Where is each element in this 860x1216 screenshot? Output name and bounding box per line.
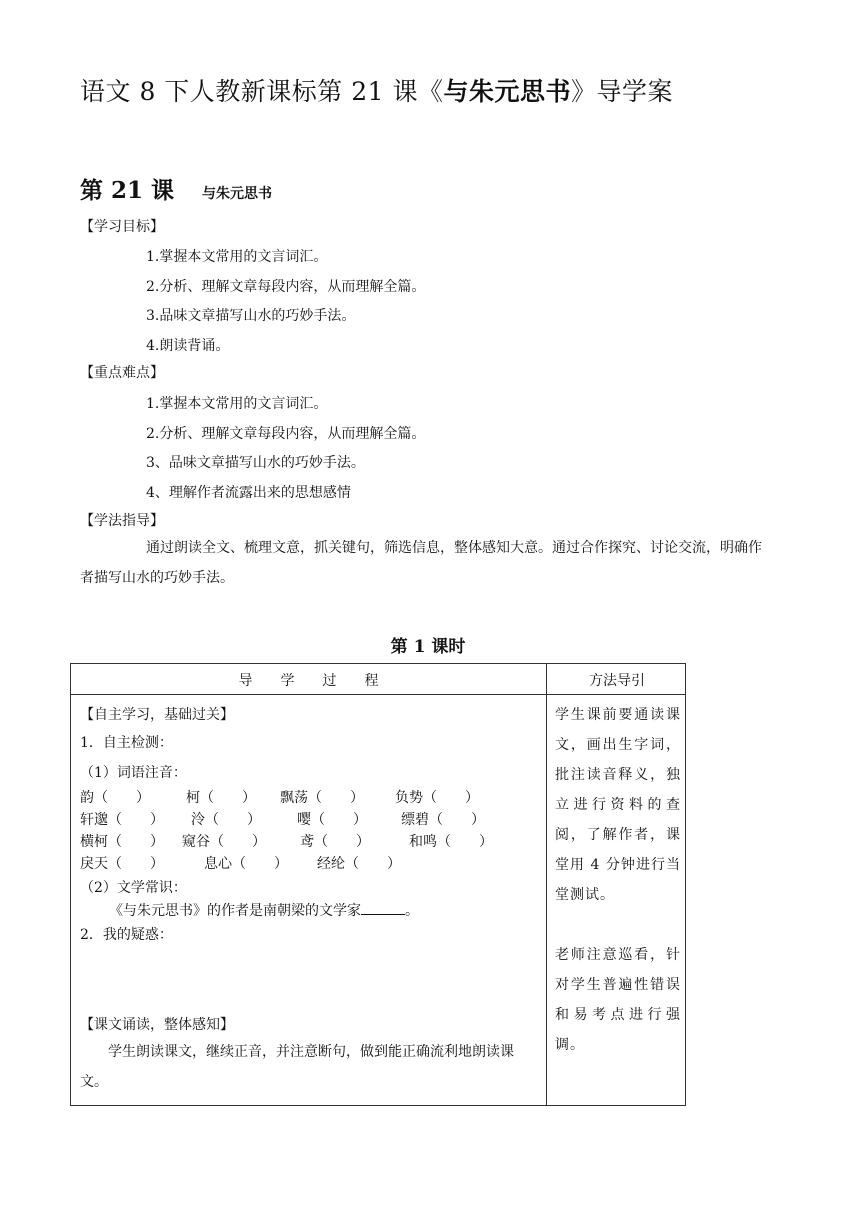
vocab-item: 息心（ ） [204, 856, 288, 872]
period-title: 第 1 课时 [390, 637, 466, 657]
vocab-item: 轩邈（ ） [80, 812, 164, 828]
vocab-item: 窥谷（ ） [182, 834, 266, 850]
goal-item: 4.朗读背诵。 [146, 338, 230, 354]
title-prefix: 语文 8 下人教新课标第 21 课《 [80, 77, 444, 106]
study-table [70, 663, 686, 1106]
keypoint-item: 3、品味文章描写山水的巧妙手法。 [146, 455, 365, 471]
literature-text-end: 。 [405, 903, 419, 919]
doubt-label: 2．我的疑惑： [80, 927, 173, 943]
goal-item: 1.掌握本文常用的文言词汇。 [146, 249, 328, 265]
keypoint-item: 2.分析、理解文章每段内容，从而理解全篇。 [146, 426, 426, 442]
vocab-item: 鸢（ ） [300, 834, 370, 850]
vocab-item: 负势（ ） [395, 790, 479, 806]
vocab-item: 横柯（ ） [80, 834, 164, 850]
keypoints-heading: 【重点难点】 [80, 365, 164, 381]
lesson-name: 与朱元思书 [202, 186, 273, 202]
goal-item: 2.分析、理解文章每段内容，从而理解全篇。 [146, 279, 426, 295]
guide-paragraph: 老师注意巡看，针对学生普遍性错误和易考点进行强调。 [555, 947, 681, 1053]
reading-text: 学生朗读课文，继续正音，并注意断句，做到能正确流利地朗读课文。 [80, 1044, 514, 1090]
vocab-item: 飘荡（ ） [280, 790, 364, 806]
vocab-item: 缥碧（ ） [401, 812, 485, 828]
reading-heading: 【课文诵读，整体感知】 [80, 1017, 234, 1033]
lesson-number: 第 21 课 [80, 177, 175, 204]
document-title [80, 72, 673, 108]
col-header-process: 导学过程 [238, 673, 407, 689]
vocab-item: 和鸣（ ） [409, 834, 493, 850]
literature-label: （2）文学常识： [80, 880, 187, 896]
title-bold: 与朱元思书 [443, 77, 572, 106]
goals-heading: 【学习目标】 [80, 219, 164, 235]
answer-blank[interactable] [361, 902, 405, 915]
column-divider [546, 664, 547, 1105]
method-text: 通过朗读全文、梳理文意，抓关键句，筛选信息，整体感知大意。通过合作探究、讨论交流，明确作者描写山水的巧妙手法。 [80, 540, 762, 586]
vocab-item: 嘤（ ） [297, 812, 367, 828]
guide-paragraph: 学生课前要通读课文，画出生字词，批注读音释义，独立进行资料的查阅，了解作者，课堂用 4 分钟进行当堂测试。 [555, 707, 681, 903]
vocab-label: （1）词语注音： [80, 765, 187, 781]
method-guide [555, 700, 681, 1060]
vocab-item: 经纶（ ） [317, 856, 401, 872]
self-study-heading: 【自主学习，基础过关】 [80, 707, 234, 723]
method-heading: 【学法指导】 [80, 513, 164, 529]
goal-item: 3.品味文章描写山水的巧妙手法。 [146, 308, 356, 324]
vocab-item: 韵（ ） [80, 790, 150, 806]
literature-question [109, 900, 419, 920]
literature-text: 《与朱元思书》的作者是南朝梁的文学家 [109, 903, 361, 919]
header-divider [71, 694, 685, 695]
vocab-item: 柯（ ） [186, 790, 256, 806]
title-suffix: 》导学案 [571, 77, 674, 106]
col-header-guide: 方法导引 [589, 673, 645, 689]
keypoint-item: 4、理解作者流露出来的思想感情 [146, 485, 351, 501]
self-check-label: 1．自主检测： [80, 735, 173, 751]
lesson-heading [80, 172, 272, 205]
vocab-item: 泠（ ） [191, 812, 261, 828]
keypoint-item: 1.掌握本文常用的文言词汇。 [146, 396, 328, 412]
vocab-item: 戾天（ ） [80, 856, 164, 872]
